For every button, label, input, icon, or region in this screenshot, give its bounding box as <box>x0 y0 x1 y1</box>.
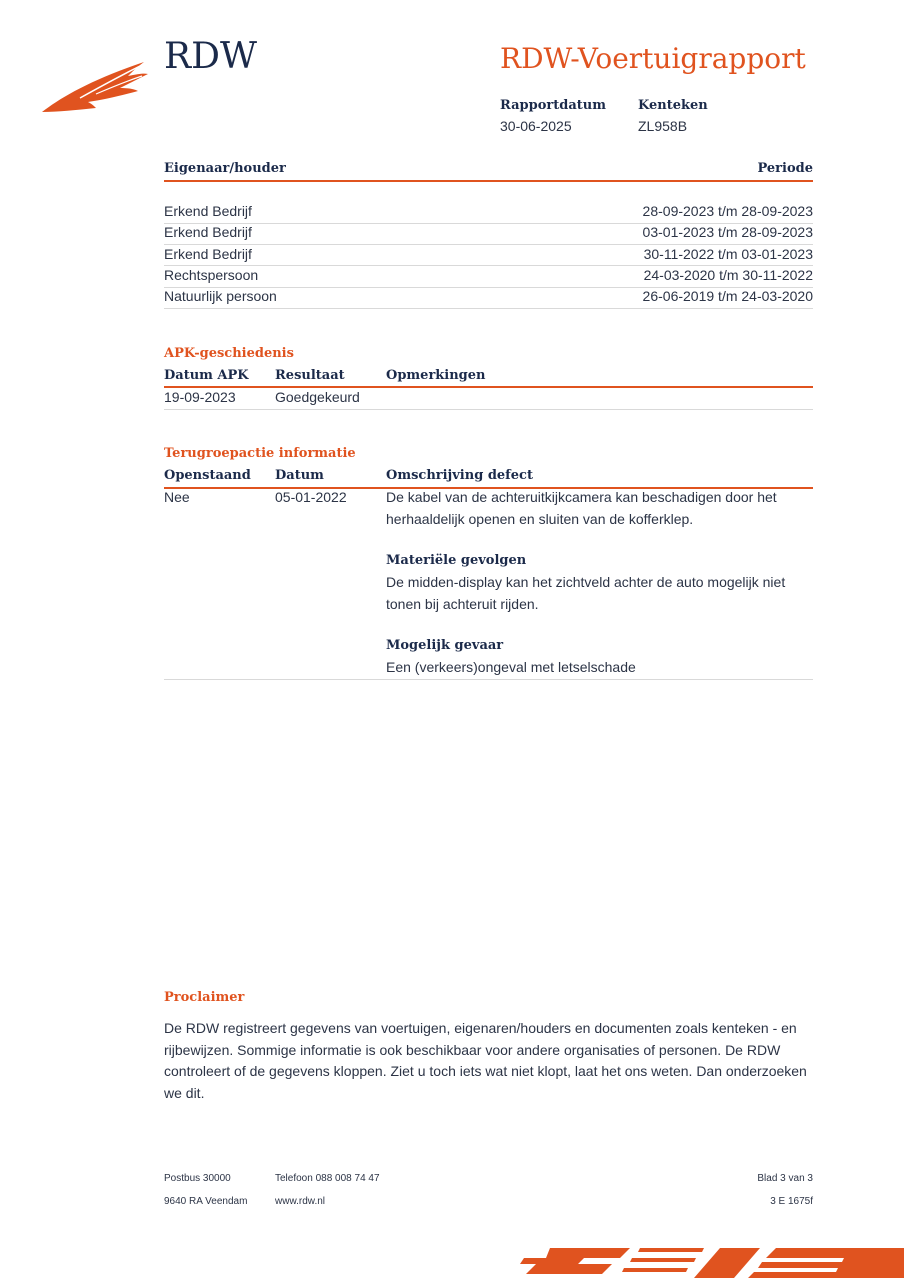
proclaimer-line-4: we dit. <box>164 1084 205 1101</box>
table-row-divider <box>164 244 813 245</box>
report-date-label: Rapportdatum <box>500 98 606 113</box>
period-column-header: Periode <box>757 161 813 176</box>
recall-open-value: Nee <box>164 489 190 505</box>
table-row-divider <box>164 265 813 266</box>
logo-text: RDW <box>164 36 257 77</box>
apk-section-title: APK-geschiedenis <box>164 346 294 361</box>
owner-row-5-period: 26-06-2019 t/m 24-03-2020 <box>642 288 813 304</box>
owner-column-header: Eigenaar/houder <box>164 161 286 176</box>
proclaimer-title: Proclaimer <box>164 990 245 1005</box>
recall-defect-line-1: De kabel van de achteruitkijkcamera kan beschadigen door het <box>386 489 777 505</box>
owners-header-rule <box>164 180 813 182</box>
footer-postal-city: 9640 RA Veendam <box>164 1196 248 1207</box>
footer-document-code: 3 E 1675f <box>770 1196 813 1207</box>
recall-danger-title: Mogelijk gevaar <box>386 638 504 653</box>
recall-consequences-line-1: De midden-display kan het zichtveld achter de auto mogelijk niet <box>386 574 786 590</box>
owner-row-1-owner: Erkend Bedrijf <box>164 203 252 219</box>
recall-open-column-header: Openstaand <box>164 468 251 483</box>
recall-date-column-header: Datum <box>275 468 324 483</box>
rdw-wing-logo-icon <box>40 58 150 118</box>
recall-date-value: 05-01-2022 <box>275 489 347 505</box>
recall-consequences-title: Materiële gevolgen <box>386 553 527 568</box>
recall-section-title: Terugroepactie informatie <box>164 446 356 461</box>
recall-consequences-line-2: tonen bij achteruit rijden. <box>386 596 539 612</box>
owner-row-4-period: 24-03-2020 t/m 30-11-2022 <box>643 267 813 283</box>
owner-row-1-period: 28-09-2023 t/m 28-09-2023 <box>642 203 813 219</box>
plate-value: ZL958B <box>638 118 688 134</box>
recall-defect-line-2: herhaaldelijk openen en sluiten van de kofferklep. <box>386 511 694 527</box>
plate-label: Kenteken <box>638 98 708 113</box>
footer-page-number: Blad 3 van 3 <box>757 1173 813 1184</box>
table-row-divider <box>164 409 813 410</box>
owner-row-2-period: 03-01-2023 t/m 28-09-2023 <box>642 224 813 240</box>
apk-result-column-header: Resultaat <box>275 368 345 383</box>
table-row-divider <box>164 308 813 309</box>
footer-po-box: Postbus 30000 <box>164 1173 231 1184</box>
apk-row-date: 19-09-2023 <box>164 389 236 405</box>
apk-date-column-header: Datum APK <box>164 368 249 383</box>
proclaimer-paragraph <box>164 1018 813 1104</box>
report-title: RDW-Voertuigrapport <box>500 42 806 75</box>
footer-website-link[interactable]: www.rdw.nl <box>275 1196 326 1207</box>
owner-row-3-owner: Erkend Bedrijf <box>164 246 252 262</box>
apk-header-rule <box>164 386 813 388</box>
table-row-divider <box>164 679 813 680</box>
owner-row-4-owner: Rechtspersoon <box>164 267 259 283</box>
recall-danger-text: Een (verkeers)ongeval met letselschade <box>386 659 636 675</box>
apk-row-result: Goedgekeurd <box>275 389 360 405</box>
proclaimer-line-3: controleert of de gegevens kloppen. Ziet u toch iets wat niet klopt, laat het ons weten. Dan onderzoeken <box>164 1063 807 1079</box>
apk-remarks-column-header: Opmerkingen <box>386 368 486 383</box>
proclaimer-line-2: rijbewijzen. Sommige informatie is ook beschikbaar voor andere organisaties of personen. De RDW <box>164 1041 781 1058</box>
proclaimer-line-1: De RDW registreert gegevens van voertuigen, eigenaren/houders en documenten zoals kenteken - en <box>164 1020 797 1036</box>
orange-stripes-icon <box>520 1244 904 1280</box>
footer-phone: Telefoon 088 008 74 47 <box>275 1173 380 1184</box>
recall-description-column-header: Omschrijving defect <box>386 468 533 483</box>
owner-row-5-owner: Natuurlijk persoon <box>164 288 277 304</box>
report-date-value: 30-06-2025 <box>500 118 572 134</box>
owner-row-3-period: 30-11-2022 t/m 03-01-2023 <box>643 246 813 262</box>
owner-row-2-owner: Erkend Bedrijf <box>164 224 252 240</box>
